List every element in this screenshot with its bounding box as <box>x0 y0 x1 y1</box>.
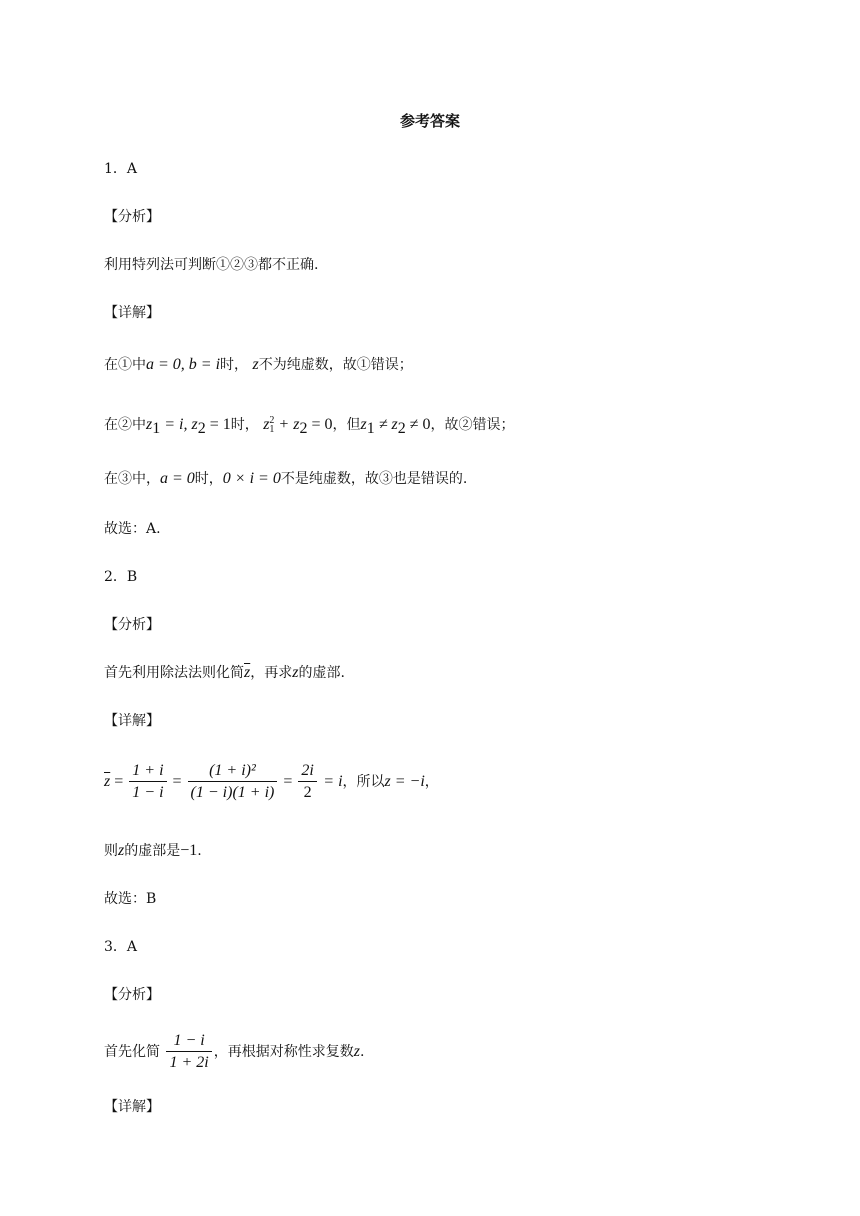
math-span: $\overline{z}$ <box>244 664 251 681</box>
math-span: z <box>146 416 153 433</box>
q1-detail-line-2 <box>104 416 515 438</box>
q2-result <box>104 842 202 860</box>
text-span: . <box>359 1044 365 1060</box>
math-span: ≠ z <box>374 416 398 433</box>
math-sup: 2 <box>269 415 275 426</box>
q1-conclusion: 故选：A. <box>104 521 161 537</box>
text-span: 时， <box>230 417 259 433</box>
q1-detail-line-3 <box>104 470 467 488</box>
math-span: ≠ 0 <box>405 416 431 433</box>
math-span: = i, z <box>160 416 198 433</box>
q1-analysis-text: 利用特列法可判断①②③都不正确. <box>104 257 319 273</box>
math-span: 0 × i = 0 <box>222 470 281 487</box>
text-span: ，故②错误； <box>430 417 515 433</box>
fraction <box>298 761 316 804</box>
q2-analysis-text <box>104 664 345 682</box>
denominator: (1 − i)(1 + i) <box>190 783 275 801</box>
math-span: z <box>263 416 270 433</box>
fraction <box>166 1031 211 1074</box>
text-span: ，但 <box>332 417 361 433</box>
math-span: z <box>118 842 125 859</box>
text-span: ，再求 <box>250 665 293 681</box>
text-span: 则 <box>104 843 118 859</box>
math-sub: 2 <box>299 419 308 437</box>
math-span: −1 <box>180 842 198 859</box>
math-span: a = 0 <box>160 470 195 487</box>
text-span: 时， <box>220 357 249 373</box>
q2-equation: $\overline{z}$ = $\frac{1 + i}{1 - i}$ = $\frac{\text{(1 + i)²}}{(1 - i)(1 + i)}$ = $\frac{2i}{2}$ = i，所以z = −i， <box>104 758 439 806</box>
text-span: 在①中 <box>104 357 146 373</box>
q1-detail-line-1 <box>104 356 413 374</box>
denominator: 1 + 2i <box>169 1053 209 1071</box>
q2-detail-tag: 【详解】 <box>104 713 160 729</box>
fraction <box>188 761 278 804</box>
math-sub: 1 <box>269 424 275 435</box>
numerator: 2i <box>298 761 316 782</box>
q1-answer: 1．A <box>104 161 138 177</box>
math-span: = 0 <box>307 416 333 433</box>
q2-answer: 2．B <box>104 569 138 585</box>
math-span: z <box>353 1043 360 1060</box>
text-span: . <box>197 843 202 859</box>
math-span: z <box>292 664 299 681</box>
math-span: z <box>252 356 259 373</box>
numerator: 1 + i <box>129 761 166 782</box>
q2-analysis-tag: 【分析】 <box>104 617 160 633</box>
q2-conclusion: 故选：B <box>104 891 157 907</box>
denominator: 1 − i <box>132 783 164 801</box>
math-sub: 1 <box>366 419 375 437</box>
q3-analysis-text <box>104 1028 364 1076</box>
text-span: 的虚部. <box>298 665 345 681</box>
q1-analysis-tag: 【分析】 <box>104 209 160 225</box>
math-span: + z <box>274 416 300 433</box>
math-span: a = 0, b = i <box>146 356 221 373</box>
math-sub: 1 <box>152 419 161 437</box>
fraction <box>129 761 166 804</box>
math-sub: 2 <box>197 419 206 437</box>
math-span: = i <box>323 773 343 790</box>
text-span: 不为纯虚数，故①错误； <box>258 357 413 373</box>
math-span: z = −i <box>384 773 425 790</box>
text-span: ， <box>424 774 439 790</box>
text-span: 不是纯虚数，故③也是错误的. <box>280 471 468 487</box>
text-span: ，所以 <box>342 774 385 790</box>
math-span: = 1 <box>205 416 231 433</box>
math-span: $\overline{z}$ <box>104 773 111 790</box>
numerator: (1 + i)² <box>188 761 278 782</box>
text-span: 的虚部是 <box>124 843 181 859</box>
denominator: 2 <box>303 783 312 801</box>
q3-analysis-tag: 【分析】 <box>104 987 160 1003</box>
text-span: ，再根据对称性求复数 <box>213 1044 354 1060</box>
text-span: 首先利用除法法则化简 <box>104 665 244 681</box>
q1-detail-tag: 【详解】 <box>104 305 160 321</box>
q3-detail-tag: 【详解】 <box>104 1099 160 1115</box>
text-span: 时， <box>194 471 223 487</box>
text-span: 在②中 <box>104 417 146 433</box>
q3-answer: 3．A <box>104 939 138 955</box>
text-span: 在③中， <box>104 471 160 487</box>
math-sub: 2 <box>397 419 406 437</box>
math-span: z <box>360 416 367 433</box>
page-title: 参考答案 <box>399 112 460 130</box>
text-span: 首先化简 <box>104 1044 160 1060</box>
numerator: 1 − i <box>166 1031 211 1052</box>
